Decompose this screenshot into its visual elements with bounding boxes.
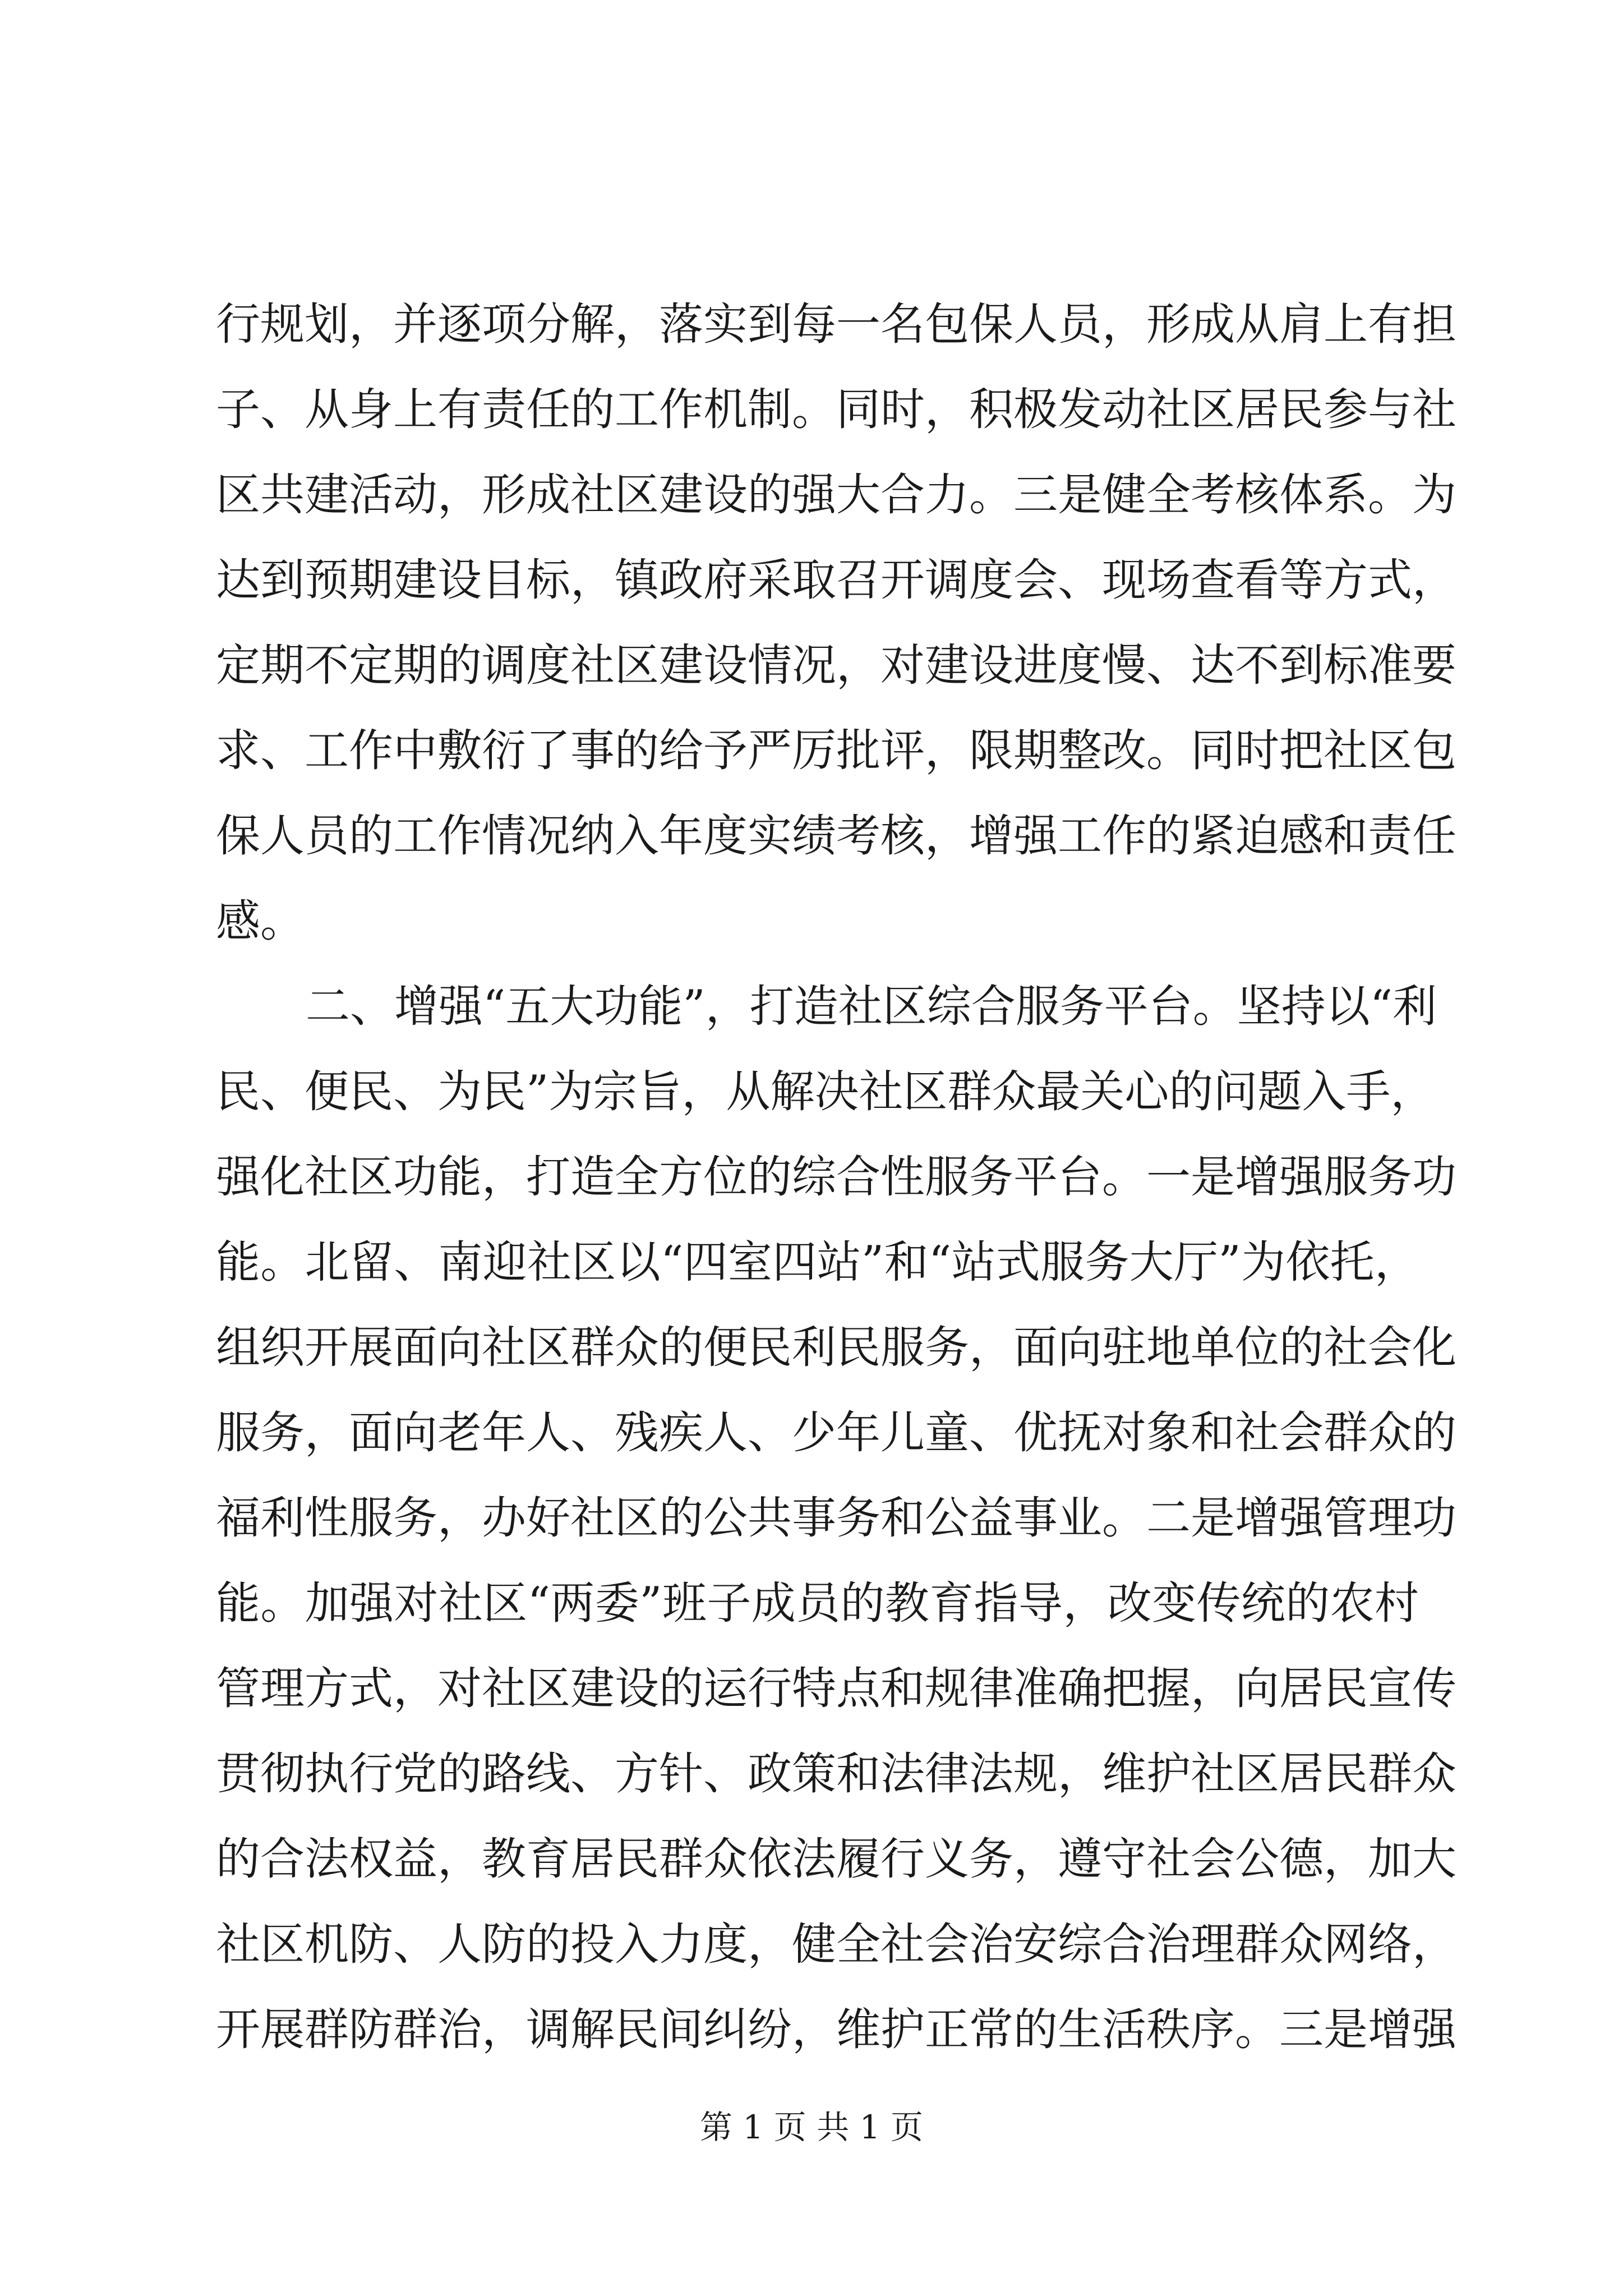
paragraph-first-line: 二、增强“五大功能”，打造社区综合服务平台。坚持以“利 bbox=[306, 981, 1437, 1032]
text-line: 服务，面向老年人、残疾人、少年儿童、优抚对象和社会群众的 bbox=[216, 1407, 1456, 1458]
page-number-footer: 第 1 页 共 1 页 bbox=[700, 2108, 923, 2146]
text-line: 能。加强对社区“两委”班子成员的教育指导，改变传统的农村 bbox=[216, 1577, 1419, 1629]
text-line: 定期不定期的调度社区建设情况，对建设进度慢、达不到标准要 bbox=[216, 639, 1456, 691]
text-line: 组织开展面向社区群众的便民利民服务，面向驻地单位的社会化 bbox=[216, 1322, 1456, 1373]
text-line: 的合法权益，教育居民群众依法履行义务，遵守社会公德，加大 bbox=[216, 1833, 1456, 1885]
text-line: 子、从身上有责任的工作机制。同时，积极发动社区居民参与社 bbox=[216, 384, 1456, 435]
text-line: 强化社区功能，打造全方位的综合性服务平台。一是增强服务功 bbox=[216, 1151, 1456, 1203]
text-line: 管理方式，对社区建设的运行特点和规律准确把握，向居民宣传 bbox=[216, 1663, 1456, 1714]
text-line: 能。北留、南迎社区以“四室四站”和“站式服务大厅”为依托， bbox=[216, 1236, 1419, 1288]
text-line: 民、便民、为民”为宗旨，从解决社区群众最关心的问题入手， bbox=[216, 1066, 1435, 1117]
text-line: 开展群防群治，调解民间纠纷，维护正常的生活秩序。三是增强 bbox=[216, 2004, 1456, 2055]
text-line: 福利性服务，办好社区的公共事务和公益事业。二是增强管理功 bbox=[216, 1492, 1456, 1544]
text-line: 达到预期建设目标，镇政府采取召开调度会、现场查看等方式， bbox=[216, 554, 1456, 606]
text-line: 贯彻执行党的路线、方针、政策和法律法规，维护社区居民群众 bbox=[216, 1748, 1456, 1800]
text-line: 求、工作中敷衍了事的给予严厉批评，限期整改。同时把社区包 bbox=[216, 725, 1456, 776]
text-line: 保人员的工作情况纳入年度实绩考核，增强工作的紧迫感和责任 bbox=[216, 810, 1456, 862]
text-line: 感。 bbox=[216, 895, 305, 947]
text-line: 行规划，并逐项分解，落实到每一名包保人员，形成从肩上有担 bbox=[216, 298, 1456, 350]
text-line: 社区机防、人防的投入力度，健全社会治安综合治理群众网络， bbox=[216, 1918, 1456, 1970]
text-line: 区共建活动，形成社区建设的强大合力。三是健全考核体系。为 bbox=[216, 469, 1456, 521]
